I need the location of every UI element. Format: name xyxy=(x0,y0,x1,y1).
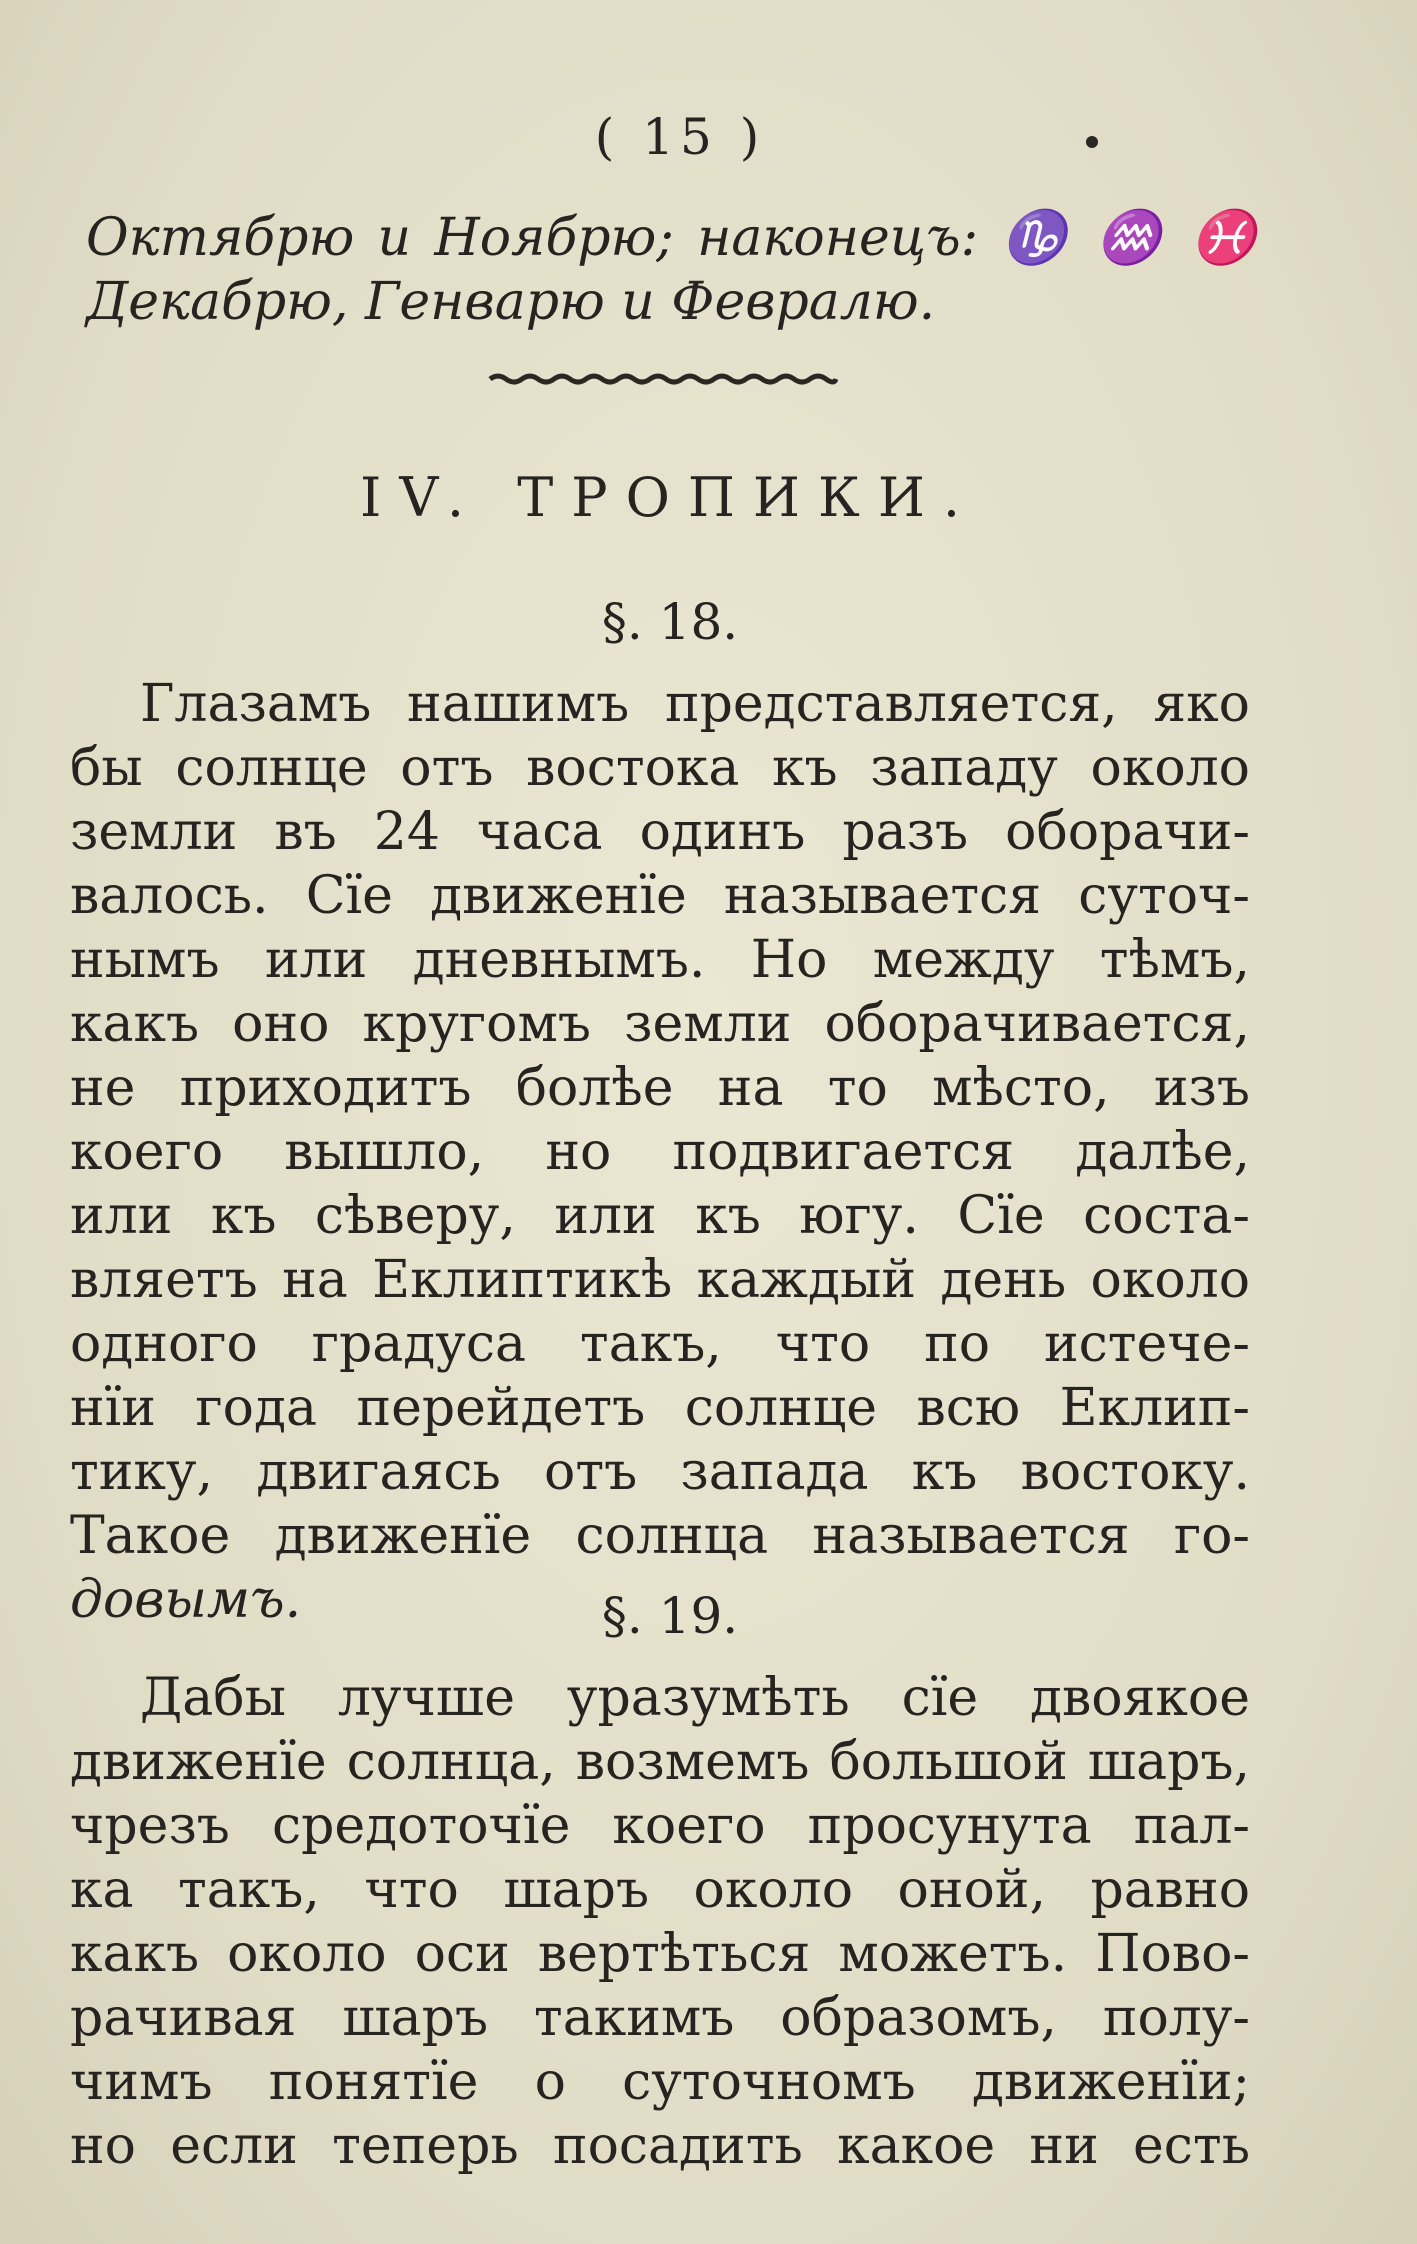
text-line: Такое движенїе солнца называется го- xyxy=(70,1506,1250,1566)
text-line: бы солнце отъ востока къ западу около xyxy=(70,738,1250,798)
text-line: Глазамъ нашимъ представляется, яко xyxy=(140,674,1250,734)
text-line: или къ сѣверу, или къ югу. Сїе соста- xyxy=(70,1186,1250,1246)
text-line: чимъ понятїе о суточномъ движенїи; xyxy=(70,2052,1250,2112)
text-line: какъ оно кругомъ земли оборачивается, xyxy=(70,994,1250,1054)
ink-speck xyxy=(1086,136,1098,148)
text-line: вляетъ на Еклиптикѣ каждый день около xyxy=(70,1250,1250,1310)
section-heading: IV. ТРОПИКИ. xyxy=(360,466,979,529)
paragraph-mark-18: §. 18. xyxy=(601,593,739,651)
paragraph-mark-19: §. 19. xyxy=(601,1587,739,1645)
text-line: Декабрю, Генварю и Февралю. xyxy=(86,272,936,332)
text-line: нымъ или дневнымъ. Но между тѣмъ, xyxy=(70,930,1250,990)
decorative-rule xyxy=(488,372,838,386)
text-line: одного градуса такъ, что по истече- xyxy=(70,1314,1250,1374)
text-line: но если теперь посадить какое ни есть xyxy=(70,2116,1250,2176)
text-line: рачивая шаръ такимъ образомъ, полу- xyxy=(70,1988,1250,2048)
text-line: тику, двигаясь отъ запада къ востоку. xyxy=(70,1442,1250,1502)
text-line: нїи года перейдетъ солнце всю Еклип- xyxy=(70,1378,1250,1438)
text-line: земли въ 24 часа одинъ разъ оборачи- xyxy=(70,802,1250,862)
text-line: чрезъ средоточїе коего просунута пал- xyxy=(70,1796,1250,1856)
text-line: движенїе солнца, возмемъ большой шаръ, xyxy=(70,1732,1250,1792)
text-line: ка такъ, что шаръ около оной, равно xyxy=(70,1860,1250,1920)
text-line: какъ около оси вертѣться можетъ. Пово- xyxy=(70,1924,1250,1984)
text-line: не приходитъ болѣе на то мѣсто, изъ xyxy=(70,1058,1250,1118)
text-line: Октябрю и Ноябрю; наконецъ: ♑ ♒ ♓ xyxy=(86,208,1256,268)
text-line: валось. Сїе движенїе называется суточ- xyxy=(70,866,1250,926)
text-line: коего вышло, но подвигается далѣе, xyxy=(70,1122,1250,1182)
text-line: довымъ. xyxy=(70,1570,302,1630)
text-line: Дабы лучше уразумѣть сїе двоякое xyxy=(140,1668,1250,1728)
page-number: ( 15 ) xyxy=(594,108,766,166)
